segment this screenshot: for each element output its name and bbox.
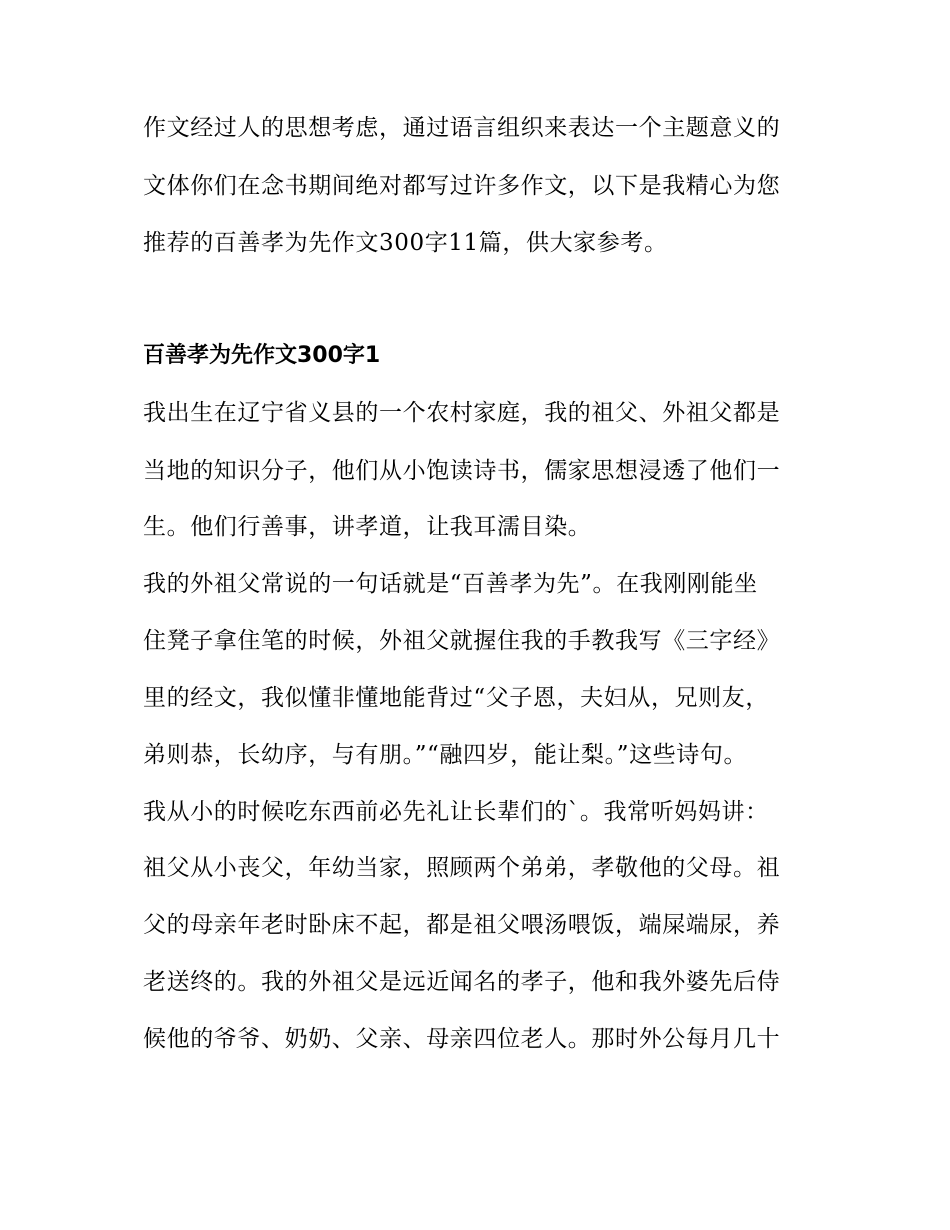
body-line-6: 里的经文，我似懂非懂地能背过“父子恩，夫妇从，兄则友， [143, 685, 769, 711]
body-line-10: 父的母亲年老时卧床不起，都是祖父喂汤喂饭，端屎端尿，养 [143, 912, 781, 938]
body-line-4: 我的外祖父常说的一句话就是“百善孝为先”。在我刚刚能坐 [143, 571, 758, 597]
body-line-11: 老送终的。我的外祖父是远近闻名的孝子，他和我外婆先后侍 [143, 969, 781, 995]
body-line-7: 弟则恭，长幼序，与有朋。”“融四岁，能让梨。”这些诗句。 [143, 742, 748, 768]
body-line-2: 当地的知识分子，他们从小饱读诗书，儒家思想浸透了他们一 [143, 458, 781, 484]
section-heading: 百善孝为先作文300字1 [143, 343, 381, 368]
body-line-8: 我从小的时候吃东西前必先礼让长辈们的`。我常听妈妈讲： [143, 799, 769, 825]
intro-line-2: 文体你们在念书期间绝对都写过许多作文，以下是我精心为您 [143, 173, 781, 199]
intro-line-1: 作文经过人的思想考虑，通过语言组织来表达一个主题意义的 [143, 115, 781, 141]
body-line-12: 候他的爷爷、奶奶、父亲、母亲四位老人。那时外公每月几十 [143, 1026, 781, 1052]
body-line-1: 我出生在辽宁省义县的一个农村家庭，我的祖父、外祖父都是 [143, 400, 781, 426]
intro-line-3: 推荐的百善孝为先作文300字11篇，供大家参考。 [143, 230, 668, 256]
body-line-5: 住凳子拿住笔的时候，外祖父就握住我的手教我写《三字经》 [143, 628, 781, 654]
body-line-9: 祖父从小丧父，年幼当家，照顾两个弟弟，孝敬他的父母。祖 [143, 855, 781, 881]
body-line-3: 生。他们行善事，讲孝道，让我耳濡目染。 [143, 514, 592, 540]
